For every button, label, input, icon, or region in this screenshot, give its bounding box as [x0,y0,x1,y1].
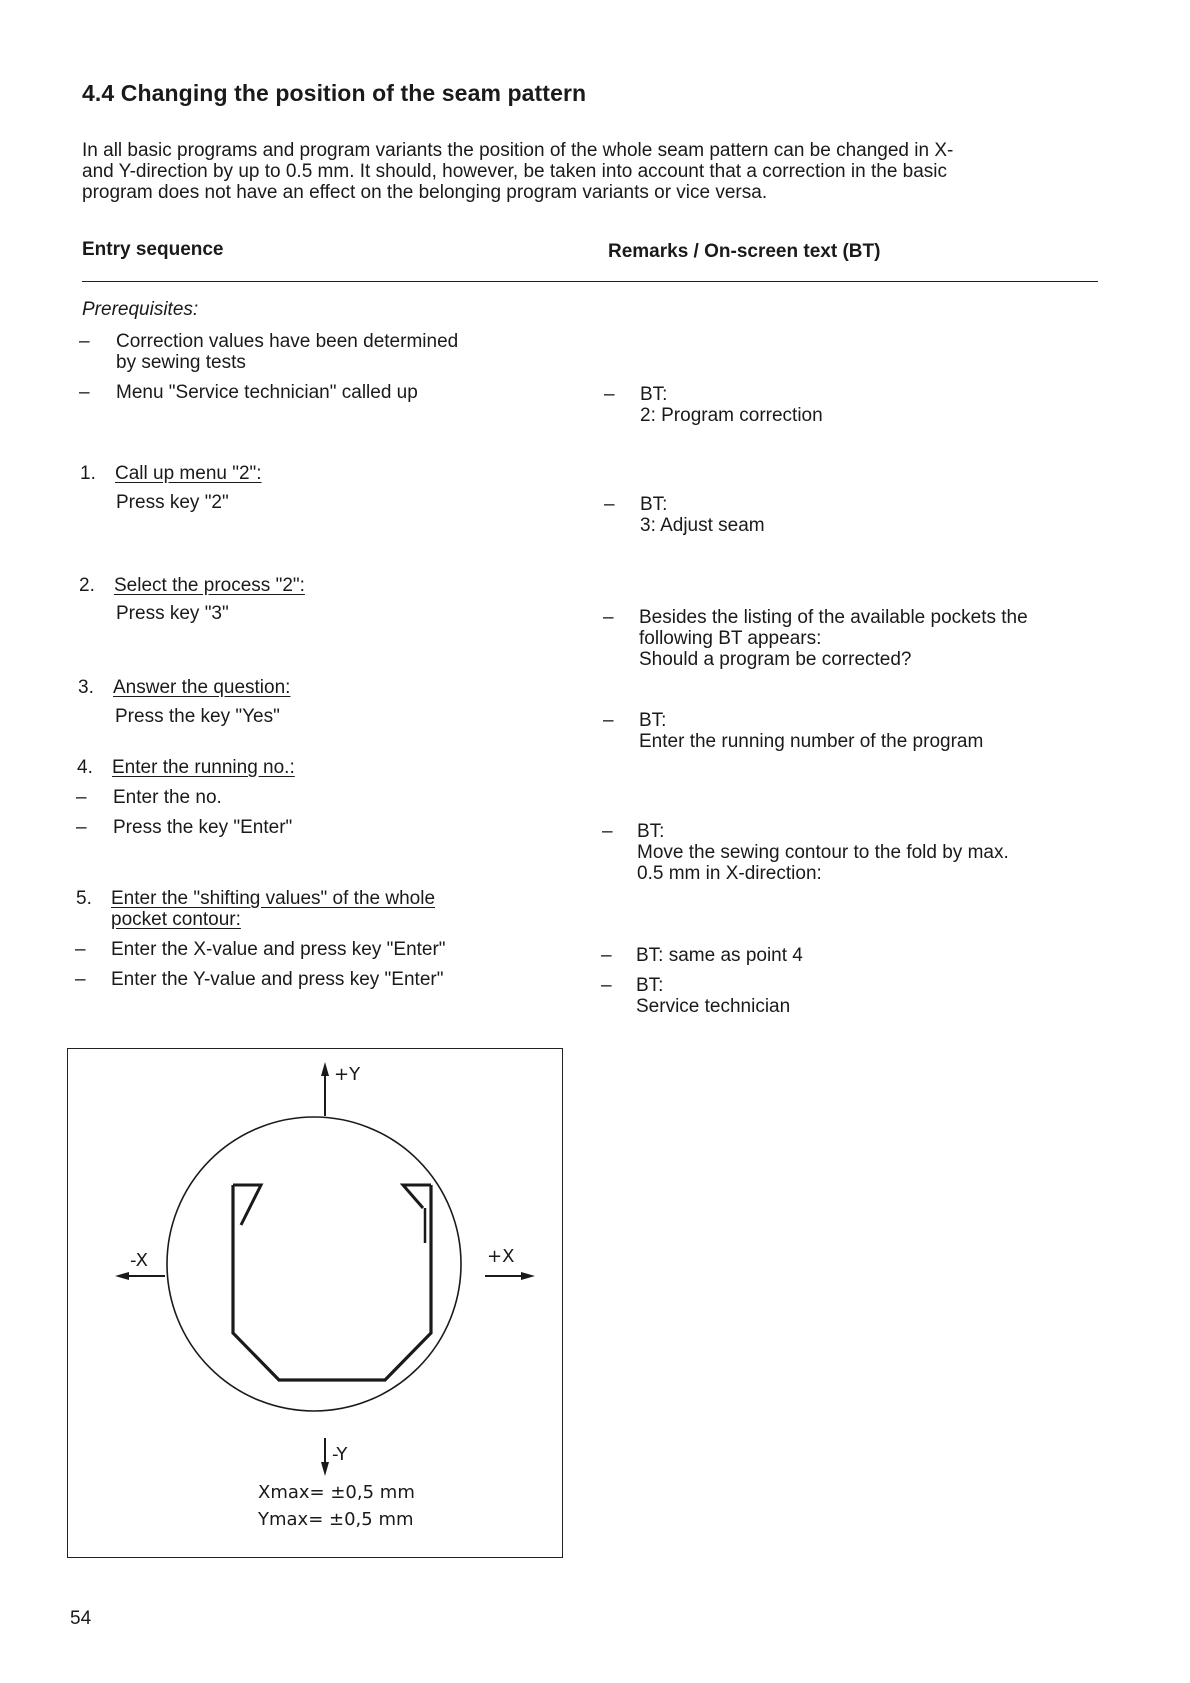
remark-line: Besides the listing of the available pockets the [639,607,1028,628]
page-number: 54 [70,1608,92,1629]
step-subitem: Enter the no. [113,787,222,808]
remark-line: BT: [640,384,668,405]
remark-line: BT: [639,710,667,731]
plus-x-arrowhead [521,1272,535,1280]
step-detail: Press key "3" [116,603,229,624]
minus-y-arrowhead [321,1462,329,1476]
remark-line: BT: [636,975,664,996]
minus-x-arrowhead [115,1272,129,1280]
remark-item [636,975,790,1017]
remark-line: 2: Program correction [640,405,823,426]
step-number: 4. [77,757,93,778]
dash-bullet: – [75,939,86,960]
step-heading: Call up menu "2": [115,463,262,484]
dash-bullet: – [76,787,87,808]
tolerance-circle [167,1117,461,1411]
right-corner-flap [403,1185,431,1208]
step-subitem: Enter the Y-value and press key "Enter" [111,969,444,990]
remark-line: following BT appears: [639,628,822,649]
dash-bullet: – [603,607,614,628]
step-subitem: Enter the X-value and press key "Enter" [111,939,446,960]
prerequisites-label: Prerequisites: [82,299,199,320]
step-detail: Press the key "Yes" [115,706,280,727]
step-number: 3. [78,677,94,698]
remark-line: Move the sewing contour to the fold by max. [637,842,1009,863]
dash-bullet: – [79,382,90,403]
remark-item [639,607,1028,670]
dash-bullet: – [602,821,613,842]
dash-bullet: – [601,945,612,966]
intro-line: program does not have an effect on the belonging program variants or vice versa. [82,182,768,203]
remark-line: Enter the running number of the program [639,731,984,752]
section-title: 4.4 Changing the position of the seam pattern [82,80,587,106]
remark-line: BT: [640,494,668,515]
dash-bullet: – [604,494,615,515]
step-detail: Press key "2" [116,492,229,513]
dash-bullet: – [604,384,615,405]
remark-line: 3: Adjust seam [640,515,765,536]
ymax-label: Ymax= ±0,5 mm [258,1509,414,1530]
remark-item [639,710,983,752]
minus-x-label: -X [130,1250,148,1271]
prerequisite-line: Correction values have been determined [116,331,459,352]
column-heading-remarks: Remarks / On-screen text (BT) [608,241,881,262]
remark-item [640,384,823,426]
column-heading-entry-sequence: Entry sequence [82,239,224,260]
remark-item [640,494,765,536]
step-subitem: Press the key "Enter" [113,817,293,838]
xmax-label: Xmax= ±0,5 mm [258,1482,415,1503]
step-heading-line: pocket contour: [111,909,241,930]
step-number: 5. [76,888,92,909]
dash-bullet: – [79,331,90,352]
prerequisite-line: by sewing tests [116,352,246,373]
plus-y-arrowhead [321,1062,329,1076]
prerequisite-item [116,331,458,373]
intro-line: and Y-direction by up to 0.5 mm. It should, however, be taken into account that a correction in the basic [82,161,948,182]
intro-line: In all basic programs and program variants the position of the whole seam pattern can be changed in X- [82,140,954,161]
prerequisite-item: Menu "Service technician" called up [116,382,418,403]
dash-bullet: – [603,710,614,731]
remark-line: Should a program be corrected? [639,649,912,670]
dash-bullet: – [601,975,612,996]
remark-line: Service technician [636,996,791,1017]
remark-item [637,821,1009,884]
step-heading [111,888,435,930]
plus-x-label: +X [487,1246,515,1267]
remark-item: BT: same as point 4 [636,945,803,966]
remark-line: BT: [637,821,665,842]
dash-bullet: – [76,817,87,838]
minus-y-label: -Y [332,1444,348,1465]
pocket-contour [233,1185,431,1380]
step-heading: Enter the running no.: [112,757,295,778]
intro-paragraph [82,140,1072,203]
step-number: 1. [80,463,96,484]
left-corner-flap [233,1185,261,1225]
step-heading: Answer the question: [113,677,291,698]
plus-y-label: +Y [334,1064,361,1085]
step-heading: Select the process "2": [114,575,305,596]
step-number: 2. [79,575,95,596]
step-heading-line: Enter the "shifting values" of the whole [111,888,436,909]
dash-bullet: – [75,969,86,990]
remark-line: 0.5 mm in X-direction: [637,863,822,884]
header-divider [82,281,1098,282]
